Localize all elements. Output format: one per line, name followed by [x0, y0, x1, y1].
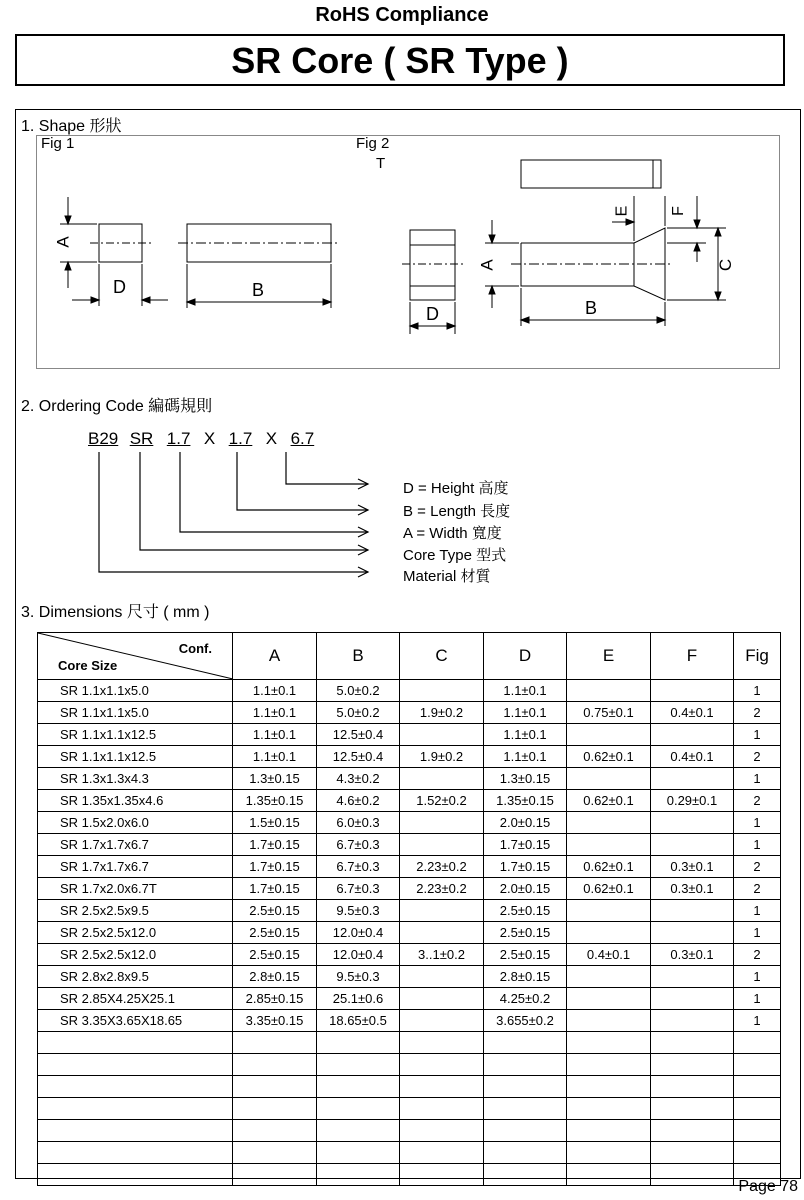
- empty-cell: [233, 1032, 317, 1054]
- value-cell: [651, 988, 734, 1010]
- code-material: B29: [88, 429, 119, 448]
- table-row: [38, 702, 781, 724]
- value-cell: 1.7±0.15: [484, 856, 567, 878]
- value-cell: 4.6±0.2: [317, 790, 400, 812]
- page-number: Page 78: [738, 1178, 798, 1195]
- value-cell: [567, 812, 651, 834]
- code-width: 1.7: [166, 429, 191, 448]
- empty-cell: [567, 1076, 651, 1098]
- empty-cell: [317, 1054, 400, 1076]
- code-sep-1: X: [203, 429, 216, 448]
- fig1-label: Fig 1: [41, 135, 75, 152]
- value-cell: [400, 900, 484, 922]
- empty-cell: [38, 1142, 233, 1164]
- value-cell: 2: [734, 790, 781, 812]
- value-cell: 2: [734, 702, 781, 724]
- value-cell: [651, 900, 734, 922]
- value-cell: 18.65±0.5: [317, 1010, 400, 1032]
- value-cell: [400, 768, 484, 790]
- value-cell: 1.52±0.2: [400, 790, 484, 812]
- empty-cell: [400, 1076, 484, 1098]
- empty-cell: [400, 1164, 484, 1186]
- value-cell: 2: [734, 878, 781, 900]
- value-cell: 6.7±0.3: [317, 856, 400, 878]
- value-cell: 2.5±0.15: [484, 944, 567, 966]
- value-cell: 1: [734, 834, 781, 856]
- code-core-type: SR: [129, 429, 154, 448]
- col-header-e: E: [567, 633, 651, 680]
- col-header-a: A: [233, 633, 317, 680]
- value-cell: 1.35±0.15: [484, 790, 567, 812]
- value-cell: 2.23±0.2: [400, 856, 484, 878]
- value-cell: 0.4±0.1: [567, 944, 651, 966]
- value-cell: 2: [734, 944, 781, 966]
- core-size-cell: SR 2.5x2.5x12.0: [38, 944, 233, 966]
- value-cell: 1: [734, 812, 781, 834]
- value-cell: 1.1±0.1: [484, 702, 567, 724]
- value-cell: 1: [734, 966, 781, 988]
- core-size-cell: SR 1.5x2.0x6.0: [38, 812, 233, 834]
- empty-cell: [484, 1054, 567, 1076]
- empty-cell: [651, 1098, 734, 1120]
- legend-core-type: Core Type 型式: [403, 547, 507, 564]
- empty-cell: [567, 1098, 651, 1120]
- empty-cell: [38, 1054, 233, 1076]
- empty-cell: [317, 1098, 400, 1120]
- value-cell: 1: [734, 680, 781, 702]
- header-conf-size: [38, 633, 233, 680]
- empty-cell: [317, 1120, 400, 1142]
- core-size-cell: SR 1.7x1.7x6.7: [38, 834, 233, 856]
- empty-table-row: [38, 1164, 781, 1186]
- empty-table-row: [38, 1054, 781, 1076]
- legend-width: A = Width 寬度: [403, 525, 502, 542]
- value-cell: 0.29±0.1: [651, 790, 734, 812]
- value-cell: 0.3±0.1: [651, 878, 734, 900]
- col-header-b: B: [317, 633, 400, 680]
- value-cell: 1.1±0.1: [233, 746, 317, 768]
- empty-cell: [567, 1142, 651, 1164]
- value-cell: 1.5±0.15: [233, 812, 317, 834]
- value-cell: 1.9±0.2: [400, 702, 484, 724]
- empty-cell: [734, 1120, 781, 1142]
- empty-cell: [484, 1032, 567, 1054]
- core-size-cell: SR 2.5x2.5x9.5: [38, 900, 233, 922]
- empty-table-row: [38, 1142, 781, 1164]
- fig2-dim-c: C: [716, 258, 736, 272]
- table-row: [38, 944, 781, 966]
- value-cell: 2: [734, 856, 781, 878]
- value-cell: [651, 812, 734, 834]
- value-cell: 1.9±0.2: [400, 746, 484, 768]
- value-cell: 12.0±0.4: [317, 922, 400, 944]
- section-ordering-heading: 2. Ordering Code 編碼規則: [21, 398, 213, 415]
- value-cell: 0.3±0.1: [651, 856, 734, 878]
- empty-cell: [317, 1032, 400, 1054]
- empty-cell: [38, 1032, 233, 1054]
- core-size-cell: SR 1.1x1.1x5.0: [38, 680, 233, 702]
- empty-cell: [567, 1054, 651, 1076]
- value-cell: 2.8±0.15: [484, 966, 567, 988]
- value-cell: [400, 834, 484, 856]
- value-cell: [400, 812, 484, 834]
- empty-cell: [567, 1120, 651, 1142]
- empty-cell: [38, 1164, 233, 1186]
- value-cell: [567, 768, 651, 790]
- value-cell: 2: [734, 746, 781, 768]
- value-cell: [567, 1010, 651, 1032]
- table-row: [38, 878, 781, 900]
- value-cell: 12.5±0.4: [317, 724, 400, 746]
- empty-cell: [734, 1054, 781, 1076]
- col-header-d: D: [484, 633, 567, 680]
- empty-cell: [484, 1098, 567, 1120]
- value-cell: [400, 922, 484, 944]
- value-cell: 0.62±0.1: [567, 878, 651, 900]
- empty-cell: [400, 1032, 484, 1054]
- value-cell: 12.5±0.4: [317, 746, 400, 768]
- core-size-cell: SR 1.1x1.1x12.5: [38, 746, 233, 768]
- value-cell: 9.5±0.3: [317, 966, 400, 988]
- fig2-dim-e: E: [613, 205, 631, 217]
- value-cell: 4.3±0.2: [317, 768, 400, 790]
- col-header-c: C: [400, 633, 484, 680]
- empty-cell: [651, 1032, 734, 1054]
- table-row: [38, 834, 781, 856]
- value-cell: 2.85±0.15: [233, 988, 317, 1010]
- fig2-dim-f: F: [669, 206, 687, 216]
- fig2-sublabel: T: [376, 155, 386, 172]
- value-cell: 25.1±0.6: [317, 988, 400, 1010]
- code-sep-2: X: [265, 429, 278, 448]
- empty-cell: [484, 1142, 567, 1164]
- table-row: [38, 856, 781, 878]
- table-row: [38, 768, 781, 790]
- value-cell: 0.4±0.1: [651, 702, 734, 724]
- core-size-cell: SR 2.5x2.5x12.0: [38, 922, 233, 944]
- value-cell: [567, 966, 651, 988]
- empty-cell: [484, 1164, 567, 1186]
- value-cell: [567, 922, 651, 944]
- empty-cell: [233, 1076, 317, 1098]
- value-cell: 5.0±0.2: [317, 702, 400, 724]
- value-cell: 2.8±0.15: [233, 966, 317, 988]
- value-cell: 1: [734, 922, 781, 944]
- value-cell: 1: [734, 768, 781, 790]
- value-cell: 0.62±0.1: [567, 790, 651, 812]
- core-size-cell: SR 1.3x1.3x4.3: [38, 768, 233, 790]
- rohs-compliance-heading: RoHS Compliance: [315, 4, 489, 26]
- table-row: [38, 900, 781, 922]
- value-cell: 3..1±0.2: [400, 944, 484, 966]
- value-cell: 4.25±0.2: [484, 988, 567, 1010]
- fig1-dim-d: D: [113, 277, 126, 297]
- empty-cell: [484, 1076, 567, 1098]
- value-cell: 1.1±0.1: [233, 680, 317, 702]
- core-size-cell: SR 1.1x1.1x12.5: [38, 724, 233, 746]
- value-cell: [651, 966, 734, 988]
- core-size-cell: SR 1.7x1.7x6.7: [38, 856, 233, 878]
- empty-cell: [317, 1076, 400, 1098]
- col-header-fig: Fig: [734, 633, 781, 680]
- value-cell: 6.7±0.3: [317, 834, 400, 856]
- value-cell: [400, 724, 484, 746]
- table-row: [38, 724, 781, 746]
- empty-cell: [734, 1076, 781, 1098]
- empty-cell: [484, 1120, 567, 1142]
- empty-cell: [233, 1054, 317, 1076]
- value-cell: 1: [734, 988, 781, 1010]
- table-row: [38, 1010, 781, 1032]
- value-cell: 5.0±0.2: [317, 680, 400, 702]
- core-size-cell: SR 2.85X4.25X25.1: [38, 988, 233, 1010]
- value-cell: 2.23±0.2: [400, 878, 484, 900]
- core-size-cell: SR 2.8x2.8x9.5: [38, 966, 233, 988]
- table-row: [38, 966, 781, 988]
- value-cell: 1.7±0.15: [233, 834, 317, 856]
- empty-table-row: [38, 1076, 781, 1098]
- value-cell: 2.5±0.15: [484, 900, 567, 922]
- table-row: [38, 812, 781, 834]
- value-cell: 1.3±0.15: [233, 768, 317, 790]
- fig2-label: Fig 2: [356, 135, 390, 152]
- value-cell: [651, 922, 734, 944]
- section-dimensions-heading: 3. Dimensions 尺寸 ( mm ): [21, 604, 210, 621]
- value-cell: [567, 680, 651, 702]
- fig2-dim-a: A: [477, 259, 497, 271]
- legend-material: Material 材質: [403, 568, 491, 585]
- empty-cell: [38, 1120, 233, 1142]
- value-cell: 6.7±0.3: [317, 878, 400, 900]
- value-cell: 3.655±0.2: [484, 1010, 567, 1032]
- value-cell: 0.4±0.1: [651, 746, 734, 768]
- empty-cell: [651, 1164, 734, 1186]
- fig2-dim-b: B: [585, 298, 598, 318]
- value-cell: [400, 680, 484, 702]
- empty-cell: [734, 1098, 781, 1120]
- value-cell: 1.7±0.15: [233, 878, 317, 900]
- empty-cell: [567, 1032, 651, 1054]
- empty-cell: [38, 1076, 233, 1098]
- legend-height: D = Height 高度: [403, 480, 509, 497]
- value-cell: 2.5±0.15: [233, 922, 317, 944]
- value-cell: [400, 988, 484, 1010]
- value-cell: 1: [734, 900, 781, 922]
- empty-cell: [400, 1120, 484, 1142]
- empty-table-row: [38, 1120, 781, 1142]
- table-row: [38, 790, 781, 812]
- col-header-f: F: [651, 633, 734, 680]
- value-cell: 1.7±0.15: [484, 834, 567, 856]
- empty-cell: [651, 1120, 734, 1142]
- empty-cell: [317, 1142, 400, 1164]
- value-cell: 2.0±0.15: [484, 812, 567, 834]
- value-cell: 0.3±0.1: [651, 944, 734, 966]
- value-cell: 2.5±0.15: [233, 900, 317, 922]
- fig2-dim-d: D: [426, 304, 439, 324]
- section-shape-heading: 1. Shape 形狀: [21, 118, 122, 135]
- value-cell: [651, 680, 734, 702]
- value-cell: 2.5±0.15: [484, 922, 567, 944]
- empty-cell: [651, 1142, 734, 1164]
- code-length: 1.7: [228, 429, 253, 448]
- legend-length: B = Length 長度: [403, 503, 511, 520]
- value-cell: 1.1±0.1: [484, 724, 567, 746]
- core-size-cell: SR 1.35x1.35x4.6: [38, 790, 233, 812]
- empty-cell: [233, 1164, 317, 1186]
- value-cell: 12.0±0.4: [317, 944, 400, 966]
- value-cell: [400, 966, 484, 988]
- empty-cell: [567, 1164, 651, 1186]
- value-cell: 0.62±0.1: [567, 746, 651, 768]
- value-cell: 1.1±0.1: [233, 702, 317, 724]
- core-size-cell: SR 1.1x1.1x5.0: [38, 702, 233, 724]
- empty-cell: [233, 1120, 317, 1142]
- empty-cell: [233, 1098, 317, 1120]
- value-cell: 1.3±0.15: [484, 768, 567, 790]
- value-cell: 1.35±0.15: [233, 790, 317, 812]
- core-size-cell: SR 3.35X3.65X18.65: [38, 1010, 233, 1032]
- value-cell: 1: [734, 724, 781, 746]
- empty-cell: [400, 1054, 484, 1076]
- empty-cell: [233, 1142, 317, 1164]
- empty-cell: [651, 1076, 734, 1098]
- empty-cell: [734, 1032, 781, 1054]
- value-cell: 6.0±0.3: [317, 812, 400, 834]
- value-cell: [651, 1010, 734, 1032]
- table-row: [38, 922, 781, 944]
- conf-label: Conf.: [178, 641, 212, 656]
- value-cell: [651, 834, 734, 856]
- value-cell: [567, 724, 651, 746]
- fig1-dim-b: B: [252, 280, 265, 300]
- core-size-cell: SR 1.7x2.0x6.7T: [38, 878, 233, 900]
- value-cell: [400, 1010, 484, 1032]
- empty-cell: [317, 1164, 400, 1186]
- empty-cell: [400, 1098, 484, 1120]
- value-cell: 1.1±0.1: [233, 724, 317, 746]
- table-row: [38, 746, 781, 768]
- table-row: [38, 680, 781, 702]
- empty-cell: [400, 1142, 484, 1164]
- table-header-row: [38, 633, 781, 680]
- value-cell: 1.7±0.15: [233, 856, 317, 878]
- value-cell: 2.0±0.15: [484, 878, 567, 900]
- empty-table-row: [38, 1098, 781, 1120]
- value-cell: [567, 900, 651, 922]
- empty-cell: [734, 1142, 781, 1164]
- empty-cell: [38, 1098, 233, 1120]
- value-cell: [651, 724, 734, 746]
- page-title: SR Core ( SR Type ): [15, 34, 785, 86]
- table-row: [38, 988, 781, 1010]
- value-cell: 3.35±0.15: [233, 1010, 317, 1032]
- value-cell: 1.1±0.1: [484, 680, 567, 702]
- fig1-dim-a: A: [53, 236, 73, 248]
- empty-cell: [651, 1054, 734, 1076]
- value-cell: [567, 834, 651, 856]
- value-cell: 0.62±0.1: [567, 856, 651, 878]
- value-cell: 1.1±0.1: [484, 746, 567, 768]
- empty-table-row: [38, 1032, 781, 1054]
- core-size-label: Core Size: [58, 658, 118, 673]
- value-cell: [651, 768, 734, 790]
- value-cell: 9.5±0.3: [317, 900, 400, 922]
- value-cell: 0.75±0.1: [567, 702, 651, 724]
- value-cell: 2.5±0.15: [233, 944, 317, 966]
- dimensions-table: [37, 632, 781, 1186]
- value-cell: [567, 988, 651, 1010]
- code-height: 6.7: [290, 429, 315, 448]
- value-cell: 1: [734, 1010, 781, 1032]
- table-body: [38, 680, 781, 1186]
